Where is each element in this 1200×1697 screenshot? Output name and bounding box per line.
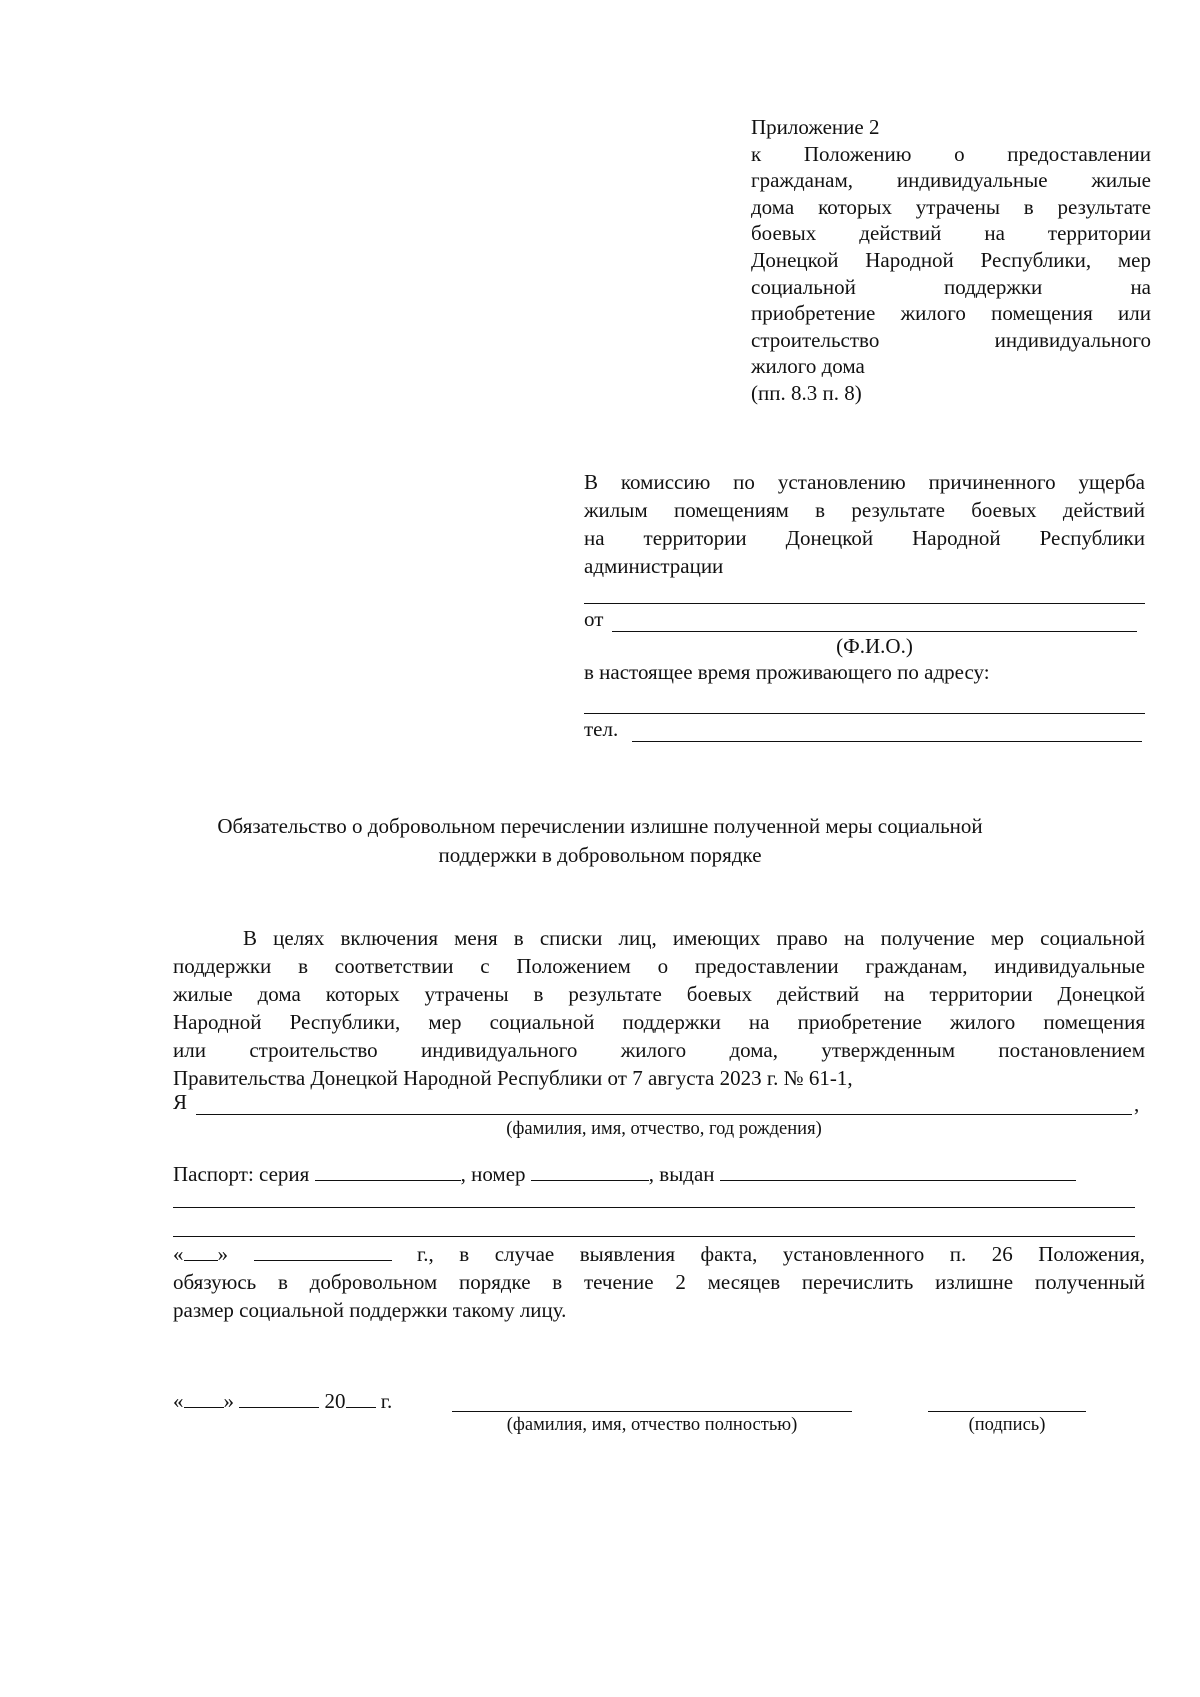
administration-name-line[interactable] — [584, 603, 1145, 604]
applicant-name-line[interactable] — [196, 1114, 1132, 1115]
appendix-line: строительство индивидуального — [751, 327, 1151, 352]
appendix-line: социальной поддержки на — [751, 274, 1151, 299]
document-title-line: поддержки в добровольном порядке — [438, 843, 762, 867]
date-close-quote: » — [217, 1242, 228, 1266]
body-line: жилые дома которых утрачены в результате боевых действий на территории Донецкой — [173, 982, 1145, 1006]
appendix-line: боевых действий на территории — [751, 221, 1151, 246]
phone-line[interactable] — [632, 741, 1142, 742]
issue-month-field[interactable] — [254, 1240, 392, 1261]
fio-caption: (Ф.И.О.) — [836, 634, 913, 658]
document-title — [150, 812, 1050, 870]
document-title-line: Обязательство о добровольном перечислении излишне полученной меры социальной — [217, 814, 983, 838]
appendix-ref: (пп. 8.3 п. 8) — [751, 380, 862, 405]
footer-date-open: « — [173, 1389, 184, 1413]
from-label: от — [584, 607, 604, 631]
passport-issued-line-3[interactable] — [173, 1236, 1135, 1237]
sign-year-field[interactable] — [346, 1387, 376, 1408]
signature-line[interactable] — [928, 1411, 1086, 1412]
body-line: поддержки в соответствии с Положением о предоставлении гражданам, индивидуальные — [173, 954, 1145, 978]
addressee-block — [584, 468, 1145, 580]
passport-issued-line-2[interactable] — [173, 1207, 1135, 1208]
appendix-line: жилого дома — [751, 354, 865, 379]
name-caption: (фамилия, имя, отчество, год рождения) — [506, 1119, 822, 1139]
addressee-line: жилым помещениям в результате боевых действий — [584, 498, 1145, 522]
commitment-line: размер социальной поддержки такому лицу. — [173, 1298, 567, 1322]
i-label: Я — [173, 1090, 188, 1114]
appendix-line: гражданам, индивидуальные жилые — [751, 168, 1151, 193]
phone-label: тел. — [584, 717, 619, 741]
appendix-title: Приложение 2 — [751, 115, 880, 139]
appendix-line: дома которых утрачены в результате — [751, 194, 1151, 219]
year-prefix: 20 — [324, 1389, 346, 1413]
passport-row — [173, 1160, 1076, 1187]
issue-year-clause: г., в случае выявления факта, установленного п. 26 Положения, — [417, 1242, 1146, 1266]
passport-issued-label: , выдан — [648, 1162, 715, 1186]
body-line: Правительства Донецкой Народной Республики от 7 августа 2023 г. № 61-1, — [173, 1066, 853, 1090]
body-line: Народной Республики, мер социальной поддержки на приобретение жилого помещения — [173, 1010, 1145, 1034]
passport-series-field[interactable] — [315, 1160, 461, 1181]
year-suffix: г. — [380, 1389, 393, 1413]
appendix-line: приобретение жилого помещения или — [751, 301, 1151, 326]
appendix-block — [751, 114, 1151, 407]
date-open-quote: « — [173, 1242, 184, 1266]
passport-number-label: , номер — [460, 1162, 526, 1186]
issue-date-line — [173, 1240, 1145, 1268]
commitment-block — [173, 1240, 1145, 1324]
passport-issued-field[interactable] — [720, 1160, 1076, 1181]
addressee-line: на территории Донецкой Народной Республики — [584, 526, 1145, 550]
passport-label: Паспорт: серия — [173, 1162, 310, 1186]
from-fio-line[interactable] — [612, 631, 1137, 632]
i-comma: , — [1134, 1092, 1140, 1116]
address-line[interactable] — [584, 713, 1145, 714]
signature-caption: (подпись) — [968, 1415, 1046, 1435]
issue-day-field[interactable] — [184, 1240, 218, 1261]
appendix-line: к Положению о предоставлении — [751, 141, 1151, 166]
addressee-line: В комиссию по установлению причиненного ущерба — [584, 470, 1145, 494]
passport-number-field[interactable] — [531, 1160, 649, 1181]
body-paragraph — [173, 924, 1145, 1092]
commitment-line: обязуюсь в добровольном порядке в течение 2 месяцев перечислить излишне полученный — [173, 1270, 1145, 1294]
address-label: в настоящее время проживающего по адресу: — [584, 660, 990, 684]
fullname-line[interactable] — [452, 1411, 852, 1412]
addressee-line: администрации — [584, 554, 724, 578]
fullname-caption: (фамилия, имя, отчество полностью) — [506, 1415, 798, 1435]
appendix-line: Донецкой Народной Республики, мер — [751, 247, 1151, 272]
sign-month-field[interactable] — [239, 1387, 319, 1408]
body-line: или строительство индивидуального жилого дома, утвержденным постановлением — [173, 1038, 1145, 1062]
footer-date-close: » — [223, 1389, 234, 1413]
sign-day-field[interactable] — [184, 1387, 224, 1408]
signing-date — [173, 1387, 392, 1414]
body-line: В целях включения меня в списки лиц, имеющих право на получение мер социальной — [243, 926, 1145, 950]
